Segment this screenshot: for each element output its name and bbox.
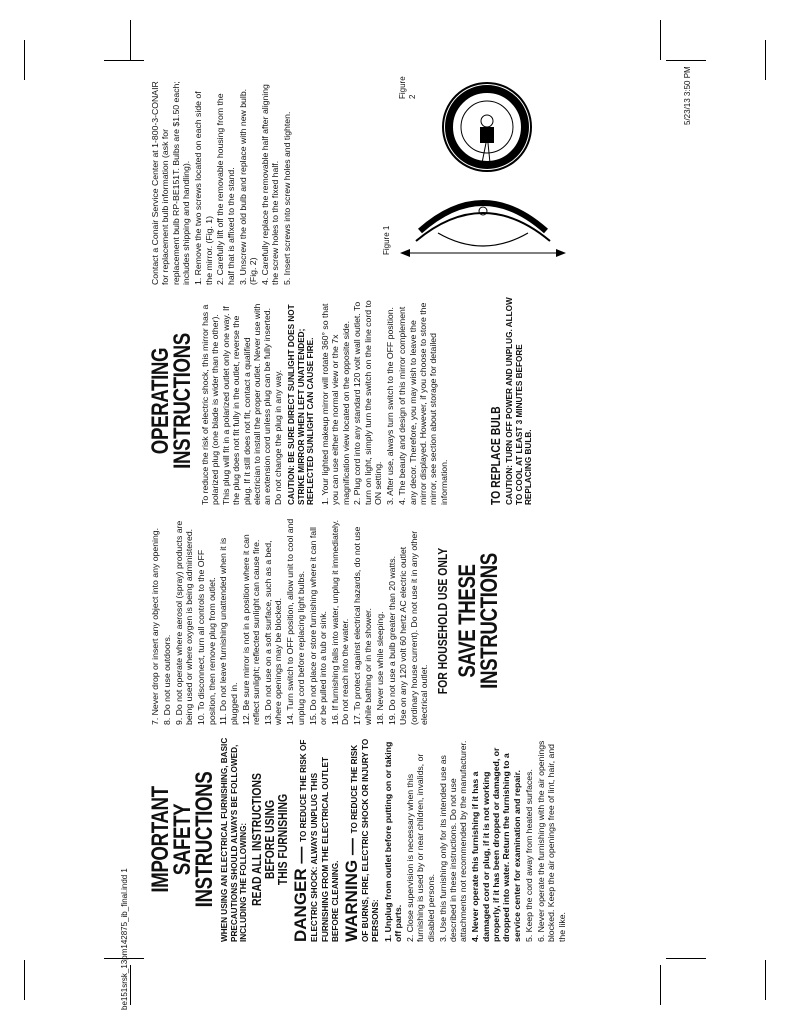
crop-mark	[24, 40, 25, 80]
figure-1-caption: Figure 1	[382, 225, 391, 255]
crop-mark	[666, 60, 706, 61]
safety-item: 9. Do not operate where aerosol (spray) products are being used or where oxygen is being administered.	[173, 520, 195, 725]
operating-step: 2. Plug cord into any standard 120 volt wall outlet. To turn on light, simply turn the switch on the line cord to ON setting.	[352, 300, 384, 505]
replace-step: 3. Unscrew the old bulb and replace with new bulb. (Fig. 2)	[237, 88, 259, 285]
figure-2-caption: Figure 2	[398, 76, 418, 99]
crop-mark	[130, 965, 131, 1005]
warning-text: TO REDUCE THE RISK OF BURNS, FIRE, ELECTRIC SHOCK OR INJURY TO PERSONS:	[349, 738, 380, 942]
safety-item: 5. Keep the cord away from heated surfaces.	[523, 769, 534, 942]
safety-item: 13. Do not use on a soft surface, such as a bed, where openings may be blocked.	[263, 540, 284, 725]
operating-column	[147, 297, 594, 505]
crop-mark	[660, 965, 661, 1005]
safety-item: 19. Do not use a bulb greater than 20 watts.	[386, 555, 397, 725]
replace-bulb-caution: CAUTION: TURN OFF POWER AND UNPLUG. ALLOW TO COOL AT LEAST 3 MINUTES BEFORE REPLACING BULB.	[505, 297, 534, 505]
instruction-sheet	[147, 76, 594, 950]
safety-item: 3. Use this furnishing only for its intended use as described in these instructions. Do not use attachments not recommended by the manufacturer.	[437, 740, 469, 942]
save-instructions-line1: SAVE THESE	[453, 564, 481, 678]
household-use-heading: FOR HOUSEHOLD USE ONLY	[434, 547, 450, 695]
safety-item: 7. Never drop or insert any object into any opening.	[150, 527, 160, 725]
warning-label: WARNING —	[341, 833, 361, 942]
safety-column	[147, 737, 594, 942]
safety-title-line1: IMPORTANT SAFETY	[147, 786, 196, 893]
crop-mark	[104, 60, 144, 61]
safety-item: 15. Do not place or store furnishing where it can fall or be pulled into a tub or sink.	[307, 527, 329, 725]
polarized-plug-text: To reduce the risk of electric shock, this mirror has a polarized plug (one blade is wider than the other). This plug will fit in a polarized outlet only one way. If the plug does not fit fully in the outlet, reverse the plug. If it still does not fit, contact a qualified electrician to install the proper outlet. Never use with an extension cord unless plug can be fully inserted. Do not change the plug in any way.	[200, 303, 283, 505]
safety-item: 18. Never use while sleeping.	[374, 611, 385, 725]
file-slug: be151srsk_13pm142875_ib_final.indd 1	[120, 868, 129, 1010]
rotated-page	[147, 76, 594, 950]
safety-item: 14. Turn switch to OFF position, allow unit to cool and unplug cord before replacing light bulbs.	[285, 518, 306, 725]
figure-2-bulb-illustration	[422, 81, 552, 173]
replace-step: 1. Remove the two screws located on each side of the mirror. (Fig. 1)	[193, 91, 214, 285]
crop-mark	[130, 20, 131, 60]
safety-item: 12. Be sure mirror is not in a position where it can reflect sunlight; reflected sunlight can cause fire.	[240, 534, 262, 725]
crop-mark	[765, 960, 766, 1000]
operating-step: 1. Your lighted makeup mirror will rotate 360° so that you can use either the normal view or the 7x magnification view located on the opposite side.	[319, 303, 351, 505]
safety-item: Use on any 120 volt 60 hertz AC electric outlet (ordinary house current). Do not use it in any other electrical outlet.	[398, 530, 430, 725]
danger-text: TO REDUCE THE RISK OF ELECTRIC SHOCK: ALWAYS UNPLUG THIS FURNISHING FROM THE ELECTRICAL OUTLET BEFORE CLEANING.	[299, 739, 340, 942]
danger-label: DANGER —	[291, 841, 310, 942]
crop-mark	[765, 40, 766, 80]
operating-title-line1: OPERATING	[147, 347, 174, 455]
replace-bulb-heading: TO REPLACE BULB	[488, 406, 504, 505]
safety-item: 11. Do not leave furnishing unattended when it is plugged in.	[218, 537, 239, 725]
read-instructions-line2: BEFORE USING	[262, 799, 277, 880]
replace-step: 4. Carefully replace the removable half after aligning the screw holes to the fixed half.	[260, 84, 281, 285]
danger-notice	[293, 737, 341, 942]
crop-mark	[660, 20, 661, 60]
date-slug: 5/23/13 3:50 PM	[683, 66, 692, 125]
sunlight-caution: CAUTION: BE SURE DIRECT SUNLIGHT DOES NOT STRIKE MIRROR WHEN LEFT UNATTENDED; REFLECTED SUNLIGHT CAN CAUSE FIRE.	[287, 304, 316, 505]
safety-item: 8. Do not use outdoors.	[161, 634, 172, 725]
contact-info: Contact a Conair Service Center at 1-800-3-CONAIR for replacement bulb information (ask for replacement bulb RP-BE151T. Bulbs are $1.50 each; includes shipping and handling).	[150, 81, 192, 285]
crop-mark	[666, 958, 706, 959]
safety-item: 10. To disconnect, turn all controls to the OFF position, then remove plug from outlet.	[196, 549, 217, 725]
replace-step: 5. Insert screws into screw holes and tighten.	[282, 111, 293, 285]
safety-item: 17. To protect against electrical hazards, do not use while bathing or in the shower.	[352, 526, 373, 725]
safety-item: 16. If furnishing falls into water, unplug it immediately. Do not reach into the water.	[330, 519, 351, 725]
operating-title-line2: INSTRUCTIONS	[169, 333, 196, 469]
safety-intro: WHEN USING AN ELECTRICAL FURNISHING, BASIC PRECAUTIONS SHOULD ALWAYS BE FOLLOWED, INCLUDING THE FOLLOWING:	[220, 737, 248, 942]
safety-title-line2: INSTRUCTIONS	[191, 771, 218, 908]
safety-column-continued	[150, 517, 594, 725]
safety-item: 1. Unplug from outlet before putting on or taking off parts.	[382, 741, 403, 942]
save-instructions-line2: INSTRUCTIONS	[475, 553, 503, 689]
safety-item: 4. Never operate this furnishing if it has a damaged cord or plug, if it is not working properly, if it has been dropped or damaged, or dropped into water. Return the furnishing to a service center for examination and repair.	[470, 747, 522, 942]
read-instructions-line1: READ ALL INSTRUCTIONS	[249, 773, 264, 906]
read-instructions-line3: THIS FURNISHING	[275, 793, 290, 886]
operating-step: 3. After use, always turn switch to the OFF position.	[385, 307, 396, 505]
replace-bulb-column	[150, 76, 594, 285]
safety-item: 6. Never operate the furnishing with the air openings blocked. Keep the air openings free of lint, hair, and the like.	[535, 740, 567, 942]
warning-notice	[341, 737, 381, 942]
crop-mark	[24, 960, 25, 1000]
operating-step: 4. The beauty and design of this mirror complement any decor. Therefore, you may wish to leave the mirror displayed. However, if you choose to store the mirror, see section about storage for detailed information.	[397, 302, 449, 505]
figure-1-mirror-illustration	[398, 177, 568, 263]
safety-item: 2. Close supervision is necessary when this furnishing is used by or near children, invalids, or disabled persons.	[404, 753, 436, 942]
replace-step: 2. Carefully lift off the removable housing from the half that is affixed to the stand.	[215, 93, 236, 285]
